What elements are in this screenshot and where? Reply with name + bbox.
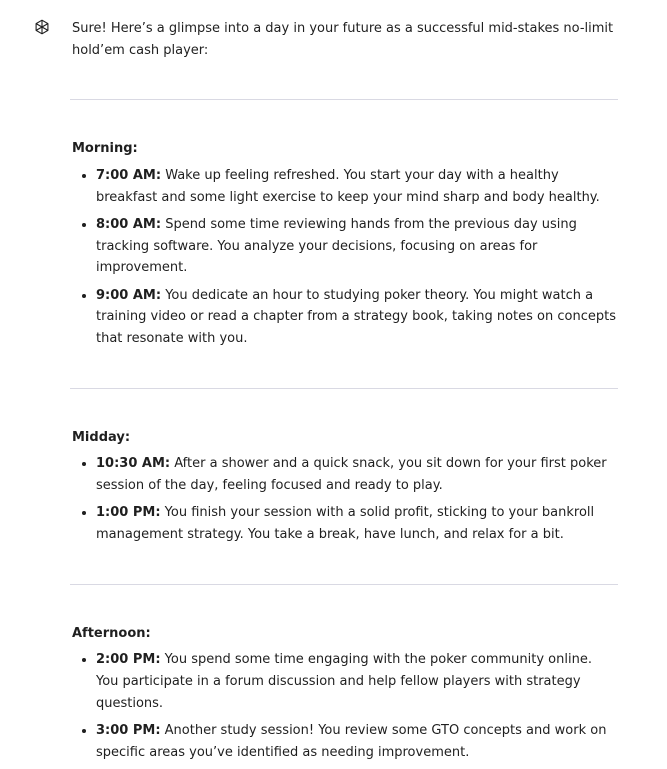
section-title: Afternoon: — [72, 625, 151, 641]
list-item-text: You dedicate an hour to studying poker theory. You might watch a training video or read a chapter from a strategy book, taking notes on concepts that resonate with you. — [96, 287, 616, 347]
list-item — [72, 165, 616, 208]
schedule-list — [72, 649, 616, 763]
section-afternoon — [72, 623, 616, 764]
list-item-time: 8:00 AM: — [96, 217, 162, 233]
list-item-time: 3:00 PM: — [96, 723, 161, 739]
list-item-time: 1:00 PM: — [96, 505, 161, 521]
openai-logo-icon — [34, 19, 50, 35]
list-item-text: You finish your session with a solid profit, sticking to your bankroll management strategy. You take a break, have lunch, and relax for a bit. — [96, 505, 595, 543]
list-item-time: 2:00 PM: — [96, 652, 161, 668]
section-title: Morning: — [72, 141, 138, 157]
list-item — [72, 502, 616, 545]
list-item — [72, 285, 616, 350]
divider — [70, 584, 618, 585]
list-item-text: Spend some time reviewing hands from the previous day using tracking software. You analyze your decisions, focusing on areas for improvement. — [96, 217, 577, 276]
list-item-text: Another study session! You review some GTO concepts and work on specific areas you’ve identified as needing improvement. — [96, 723, 607, 760]
divider — [70, 99, 618, 100]
list-item — [72, 453, 616, 496]
divider — [70, 388, 618, 389]
message-intro: Sure! Here’s a glimpse into a day in your future as a successful mid-stakes no-limit hold’em cash player: — [72, 21, 614, 58]
list-item-time: 9:00 AM: — [96, 287, 162, 303]
list-item-time: 10:30 AM: — [96, 456, 171, 472]
list-item-text: You spend some time engaging with the poker community online. You participate in a forum discussion and help fellow players with strategy questions. — [96, 652, 592, 711]
list-item — [72, 720, 616, 763]
list-item-time: 7:00 AM: — [96, 168, 162, 184]
list-item-text: After a shower and a quick snack, you sit down for your first poker session of the day, feeling focused and ready to play. — [96, 456, 607, 494]
schedule-list — [72, 165, 616, 350]
assistant-message — [72, 18, 616, 769]
section-title: Midday: — [72, 429, 131, 445]
section-morning — [72, 138, 616, 349]
list-item — [72, 649, 616, 714]
list-item-text: Wake up feeling refreshed. You start your day with a healthy breakfast and some light exercise to keep your mind sharp and body healthy. — [96, 168, 600, 205]
schedule-list — [72, 453, 616, 545]
list-item — [72, 214, 616, 279]
section-midday — [72, 427, 616, 546]
